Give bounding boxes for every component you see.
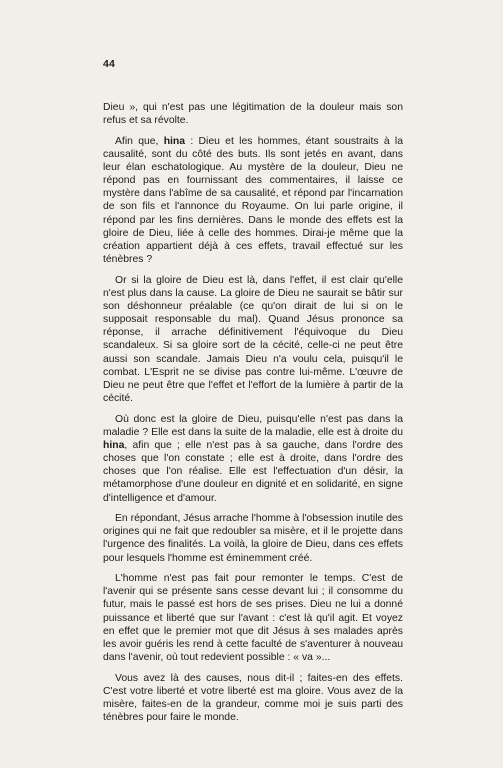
paragraph-3: Or si la gloire de Dieu est là, dans l'effet, il est clair qu'elle n'est plus dans la cause. La gloire de Dieu ne saurait se bâtir sur son déshonneur préalable (ce qu'on dirait de lui si on le supposait responsable du mal). Quand Jésus prononce sa réponse, il arrache définitivement l'équivoque du Dieu scandaleux. Si sa gloire sort de la cécité, celle-ci ne peut être aussi son scandale. Jamais Dieu n'a voulu cela, puisqu'il le combat. L'Esprit ne se divise pas contre lui-même. L'œuvre de Dieu ne peut être que l'effet et l'effort de la lumière à partir de la cécité. (103, 274, 403, 405)
paragraph-2: Afin que, hina : Dieu et les hommes, étant soustraits à la causalité, sont du côté des buts. Ils sont jetés en avant, dans leur élan eschatologique. Au mystère de la douleur, Dieu ne répond pas en fournissant des commentaires, il laisse ce mystère dans l'abîme de sa causalité, et répond par l'incarnation de son fils et l'annonce du Royaume. On lui parle origine, il répond par les fins dernières. Dans le monde des effets est la gloire de Dieu, liée à celle des hommes. Dirai-je même que la création appartient déjà à ces effets, travail effectué sur les ténèbres ? (103, 135, 404, 266)
hina-term: hina (103, 439, 125, 451)
paragraph-6: L'homme n'est pas fait pour remonter le temps. C'est de l'avenir qui se présente sans cesse devant lui ; il consomme du futur, mais le passé est hors de ses prises. Dieu ne lui a donné puissance et liberté que sur l'avant : c'est là qu'il agit. Et voyez en effet que le premier mot que dit Jésus à ses malades après les avoir guéris les rend à cette faculté de s'aventurer à nouveau dans l'avenir, où tout redevient possible : « va »... (103, 573, 403, 664)
paragraph-5: En répondant, Jésus arrache l'homme à l'obsession inutile des origines qui ne fait que redoubler sa misère, et il le projette dans l'urgence des finalités. La voilà, la gloire de Dieu, dans ces effets pour lesquels l'homme est éminemment créé. (103, 513, 403, 564)
page-number: 44 (103, 58, 116, 70)
body-text (103, 101, 403, 732)
paragraph-7: Vous avez là des causes, nous dit-il ; faites-en des effets. C'est votre liberté et votre liberté est ma gloire. Vous avez de la misère, faites-en de la grandeur, comme moi je suis parti des ténèbres pour faire le monde. (103, 672, 403, 724)
paragraph-1: Dieu », qui n'est pas une légitimation de la douleur mais son refus et sa révolte. (103, 102, 403, 127)
hina-term: hina (163, 135, 186, 147)
paragraph-4: Où donc est la gloire de Dieu, puisqu'elle n'est pas dans la maladie ? Elle est dans la suite de la maladie, elle est à droite du hina, afin que ; elle n'est pas à sa gauche, dans l'ordre des choses que l'on constate ; elle est à droite, dans l'ordre des choses que l'on réalise. Elle est l'effectuation d'un désir, la métamorphose d'une douleur en dignité et en solidarité, en signe d'intelligence et d'amour. (103, 413, 403, 504)
